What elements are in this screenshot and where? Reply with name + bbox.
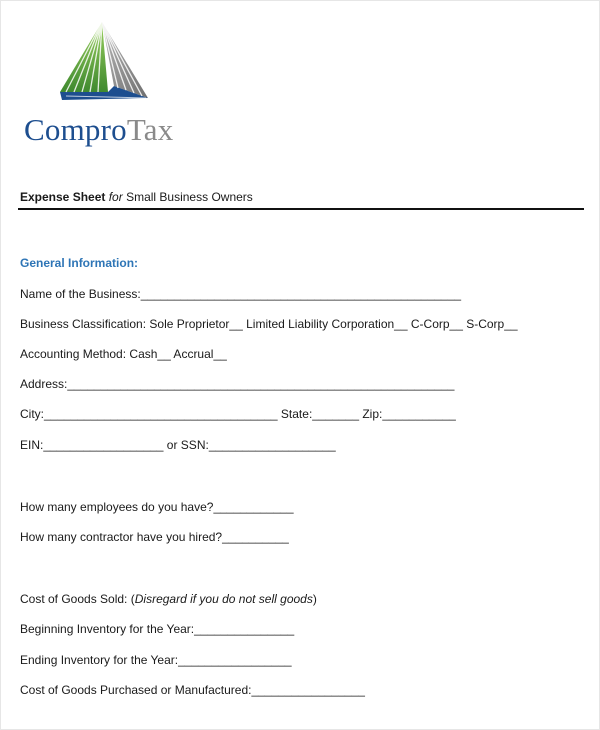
cogs-heading-suffix: ) [312, 592, 317, 606]
comprotax-logo [18, 20, 218, 155]
cost-of-goods-purchased-field[interactable]: Cost of Goods Purchased or Manufactured:_________________ [20, 683, 365, 697]
address-field[interactable]: Address:__________________________________________________________ [20, 377, 455, 391]
ein-ssn-field[interactable]: EIN:__________________ or SSN:___________________ [20, 438, 336, 452]
brand-part-compro: Compro [24, 112, 127, 147]
beginning-inventory-field[interactable]: Beginning Inventory for the Year:_______________ [20, 622, 295, 636]
accounting-method-field[interactable]: Accounting Method: Cash__ Accrual__ [20, 347, 227, 361]
ending-inventory-field[interactable]: Ending Inventory for the Year:_________________ [20, 653, 292, 667]
title-bold: Expense Sheet [20, 190, 106, 204]
business-classification-field[interactable]: Business Classification: Sole Proprietor__ Limited Liability Corporation__ C-Corp__ S-Corp__ [20, 317, 518, 331]
cost-of-goods-heading [20, 592, 317, 606]
brand-wordmark [24, 112, 173, 148]
city-state-zip-field[interactable]: City:___________________________________ State:_______ Zip:___________ [20, 407, 456, 421]
cogs-heading-prefix: Cost of Goods Sold: ( [20, 592, 135, 606]
triangle-logo-icon [54, 20, 184, 105]
business-name-field[interactable]: Name of the Business:________________________________________________ [20, 287, 462, 301]
brand-part-tax: Tax [126, 112, 174, 147]
cogs-heading-italic: Disregard if you do not sell goods [134, 592, 313, 606]
document-title [20, 190, 253, 204]
title-rest: Small Business Owners [126, 190, 253, 204]
employees-count-field[interactable]: How many employees do you have?____________ [20, 500, 294, 514]
title-divider [18, 208, 584, 210]
contractors-count-field[interactable]: How many contractor have you hired?__________ [20, 530, 289, 544]
general-information-heading: General Information: [20, 256, 139, 270]
title-italic: for [108, 190, 123, 204]
